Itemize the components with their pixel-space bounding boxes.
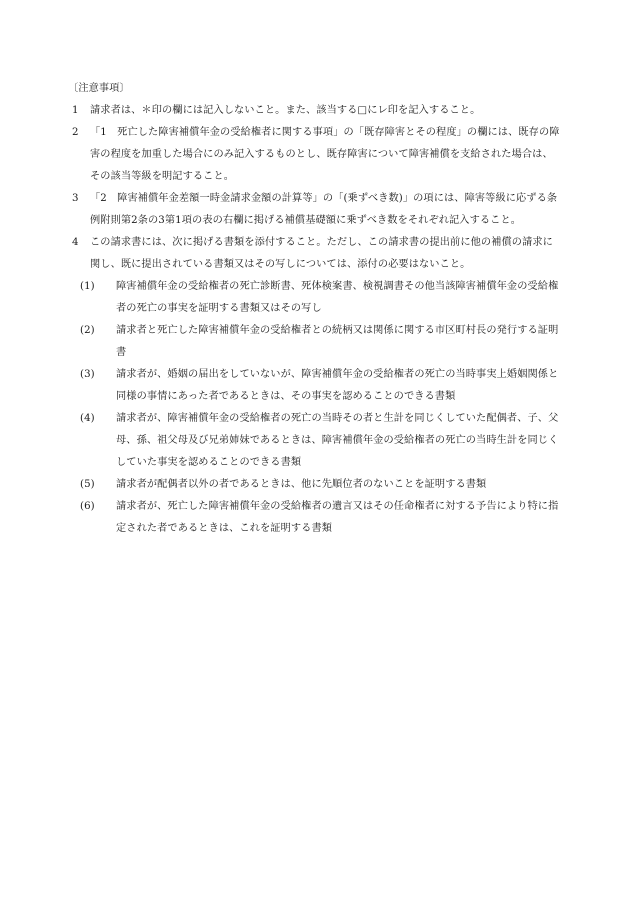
attachment-number: (5) — [80, 479, 95, 490]
attachment-number: (1) — [80, 281, 95, 292]
attachment-text: 請求者が、障害補償年金の受給権者の死亡の当時その者と生計を同じくしていた配偶者、子、父母、孫、祖父母及び兄弟姉妹であるときは、障害補償年金の受給権者の死亡の当時生計を同じくしていた事実を認めることのできる書類 — [116, 413, 559, 468]
notes-heading: 〔注意事項〕 — [68, 83, 130, 94]
attachment-number: (3) — [80, 369, 95, 380]
note-text: 「2 障害補償年金差額一時金請求金額の計算等」の「(乗ずべき数)」の項には、障害等級に応ずる条例附則第2条の3第1項の表の右欄に掲げる補償基礎額に乗ずべき数をそれぞれ記入すること。 — [90, 193, 558, 226]
note-number: 4 — [72, 237, 79, 248]
note-item — [70, 232, 560, 276]
note-text: 請求者は、＊印の欄には記入しないこと。また、該当する□にレ印を記入すること。 — [90, 105, 481, 116]
attachment-number: (2) — [80, 325, 95, 336]
attachment-text: 請求者が、婚姻の届出をしていないが、障害補償年金の受給権者の死亡の当時事実上婚姻関係と同様の事情にあった者であるときは、その事実を認めることのできる書類 — [116, 369, 559, 402]
attachment-text: 請求者が配偶者以外の者であるときは、他に先順位者のないことを証明する書類 — [116, 479, 487, 490]
note-number: 2 — [72, 127, 79, 138]
attachment-item — [72, 496, 560, 540]
attachment-item — [72, 320, 560, 364]
attachment-text: 請求者と死亡した障害補償年金の受給権者との続柄又は関係に関する市区町村長の発行する証明書 — [116, 325, 559, 358]
attachment-item — [72, 474, 560, 496]
note-text: この請求書には、次に掲げる書類を添付すること。ただし、この請求書の提出前に他の補償の請求に関し、既に提出されている書類又はその写しについては、添付の必要はないこと。 — [90, 237, 553, 270]
note-text: 「1 死亡した障害補償年金の受給権者に関する事項」の「既存障害とその程度」の欄には、既存の障害の程度を加重した場合にのみ記入するものとし、既存障害について障害補償を支給された場合は、その該当等級を明記すること。 — [90, 127, 560, 182]
attachment-number: (4) — [80, 413, 95, 424]
attachment-number: (6) — [80, 501, 95, 512]
attachment-text: 障害補償年金の受給権者の死亡診断書、死体検案書、検視調書その他当該障害補償年金の受給権者の死亡の事実を証明する書類又はその写し — [116, 281, 559, 314]
attachment-text: 請求者が、死亡した障害補償年金の受給権者の遺言又はその任命権者に対する予告により特に指定された者であるときは、これを証明する書類 — [116, 501, 559, 534]
note-item — [70, 122, 560, 188]
attachment-item — [72, 276, 560, 320]
attachment-item — [72, 408, 560, 474]
note-item — [70, 100, 560, 122]
note-number: 3 — [72, 193, 79, 204]
notes-section — [70, 78, 560, 540]
note-number: 1 — [72, 105, 79, 116]
note-item — [70, 188, 560, 232]
attachment-item — [72, 364, 560, 408]
